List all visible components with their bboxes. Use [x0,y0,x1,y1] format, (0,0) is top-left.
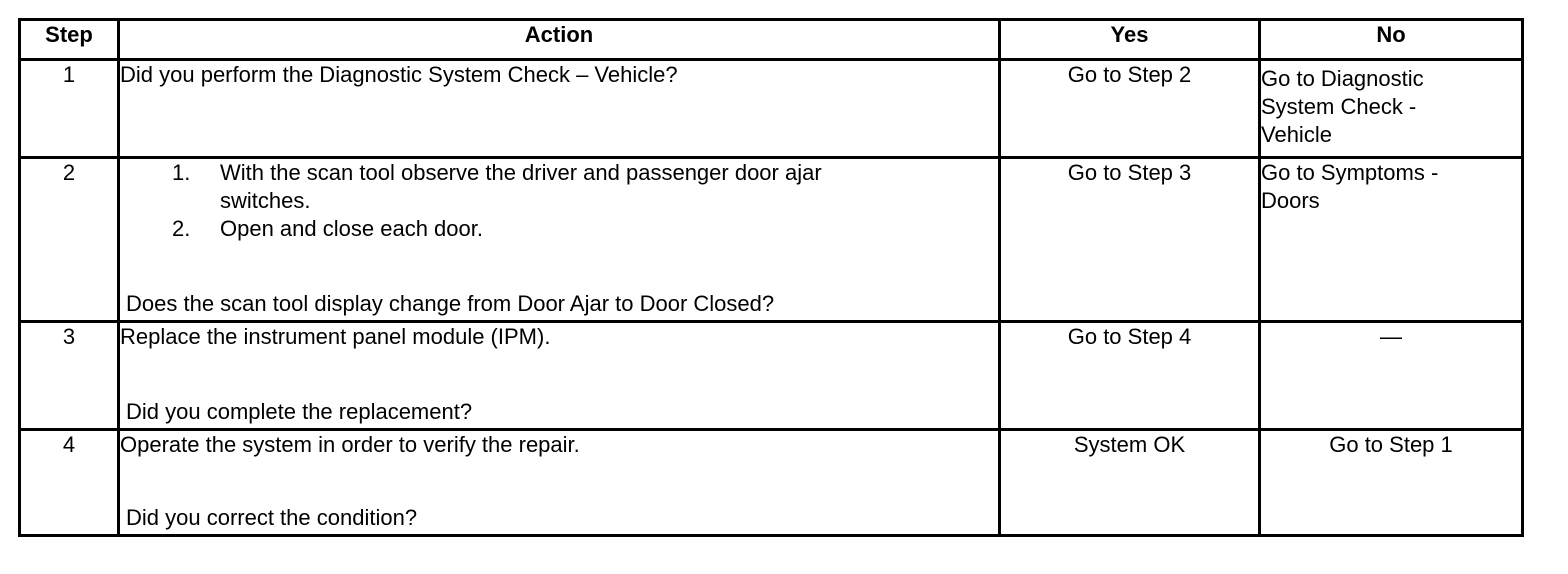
table-row [20,430,1523,536]
diagnostic-table [18,18,1524,537]
action-question: Did you perform the Diagnostic System Check – Vehicle? [120,62,678,87]
no-line: Go to Diagnostic [1261,66,1424,91]
no-line: Vehicle [1261,122,1332,147]
action-question: Did you complete the replacement? [126,399,473,424]
header-yes: Yes [1000,20,1260,60]
step-number: 1 [20,60,119,158]
substep-list [120,159,998,243]
substep-line: Open and close each door. [220,216,483,241]
action-cell [119,430,1000,536]
table-row [20,60,1523,158]
no-cell [1260,158,1523,322]
action-cell [119,158,1000,322]
header-action: Action [119,20,1000,60]
substep-line: switches. [220,188,311,213]
no-line: Doors [1261,188,1320,213]
action-cell [119,60,1000,158]
no-cell: Go to Step 1 [1260,430,1523,536]
substep-item [120,159,998,215]
substep-item [120,215,998,243]
action-instruction: Operate the system in order to verify the repair. [120,432,580,457]
substep-number: 2. [172,216,191,241]
action-question: Does the scan tool display change from Door Ajar to Door Closed? [126,291,775,316]
no-line: System Check - [1261,94,1417,119]
substep-line: With the scan tool observe the driver and passenger door ajar [220,160,822,185]
step-number: 4 [20,430,119,536]
action-instruction: Replace the instrument panel module (IPM). [120,324,551,349]
no-cell [1260,60,1523,158]
yes-cell: System OK [1000,430,1260,536]
no-line: Go to Symptoms - [1261,160,1439,185]
yes-cell: Go to Step 4 [1000,322,1260,430]
action-cell [119,322,1000,430]
header-no: No [1260,20,1523,60]
header-step: Step [20,20,119,60]
step-number: 3 [20,322,119,430]
yes-cell: Go to Step 3 [1000,158,1260,322]
no-cell: — [1260,322,1523,430]
action-question: Did you correct the condition? [126,505,418,530]
yes-cell: Go to Step 2 [1000,60,1260,158]
table-row [20,322,1523,430]
header-row [20,20,1523,60]
step-number: 2 [20,158,119,322]
substep-number: 1. [172,160,191,185]
table-row [20,158,1523,322]
